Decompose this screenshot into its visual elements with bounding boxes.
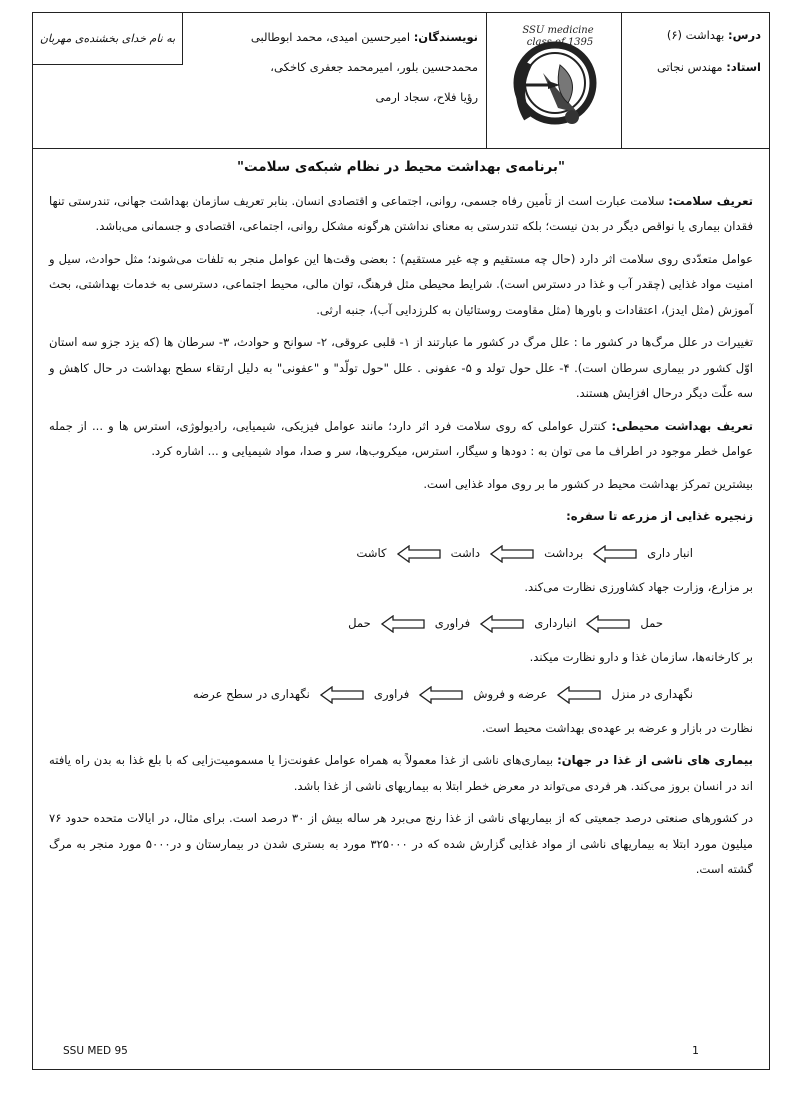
paragraph-death-causes: تغییرات در علل مرگ‌ها در کشور ما : علل مرگ در کشور ما عبارتند از ۱- قلبی عروقی، ۲- سوانح و حوادث، ۳- سرطان ها (که یزد جزو سه استان اوّل کشور در بیماری سرطان است). ۴- علل حول تولد و ۵- عفونی . علل "حول تولّد" و "عفونی" به دلیل ارتقاء سطح بهداشت در حال کاهش و سه علّت دیگر درحال افزایش هستند. xyxy=(49,335,754,400)
page-frame xyxy=(32,12,770,1070)
logo-text-2: class of 1395 xyxy=(526,37,594,48)
paragraph-health-definition xyxy=(49,189,753,240)
flow-step: برداشت xyxy=(544,545,584,560)
basmala: به نام خدای بخشنده‌ی مهربان xyxy=(33,13,183,65)
flow-step: حمل xyxy=(348,616,371,631)
arrow-left-icon xyxy=(397,545,441,563)
page-title: "برنامه‌ی بهداشت محیط در نظام شبکه‌ی سلامت" xyxy=(236,159,566,175)
paragraph-statistics: در کشورهای صنعتی درصد جمعیتی که از بیماریهای ناشی از غذا رنج می‌برد هر ساله بیش از ۳۰ درصد است. برای مثال، در ایالات متحده حدود ۷۶ میلیون مورد ابتلا به بیماریهای ناشی از مواد غذایی گزارش شده که در ۳۲۵۰۰۰ مورد به بستری شدن در بیمارستان و در۵۰۰۰ مورد منجر به مرگ گشته است. xyxy=(49,811,754,876)
flow-farm xyxy=(49,537,753,571)
arrow-left-icon xyxy=(381,615,425,633)
course-value: بهداشت (۶) xyxy=(666,28,725,42)
teacher-value: مهندس نجاتی xyxy=(657,59,723,74)
flow-step: کاشت xyxy=(356,545,387,560)
paragraph-food-focus: بیشترین تمرکز بهداشت محیط در کشور ما بر روی مواد غذایی است. xyxy=(423,476,753,491)
arrow-left-icon xyxy=(419,686,463,704)
arrow-left-icon xyxy=(480,615,524,633)
health-definition-text: سلامت عبارت است از تأمین رفاه جسمی، روانی، اجتماعی و اقتصادی انسان. بنابر تعریف سازمان بهداشت جهانی، تندرستی تنها فقدان بیماری یا نواقص دیگر در بدن نیست؛ بلکه تندرستی به معنای نداشتن هرگونه مشکل روانی، اجتماعی، اقتصادی و جسمانی می‌باشد. xyxy=(49,193,753,233)
flow-step: حمل xyxy=(640,616,663,631)
content xyxy=(49,155,753,890)
flow-step: نگهداری در سطح عرضه xyxy=(193,686,310,701)
paragraph-foodborne xyxy=(49,748,753,799)
course-cell xyxy=(621,13,769,148)
arrow-left-icon xyxy=(557,686,601,704)
flow-step: فراوری xyxy=(434,616,471,631)
paragraph-env-health xyxy=(49,414,753,465)
flow-step: انبار داری xyxy=(647,545,693,560)
authors-line2: محمدحسین بلور، امیرمحمد جعفری کاخکی، xyxy=(270,59,478,74)
flow-step: نگهداری در منزل xyxy=(611,686,693,701)
flow-step: فراوری xyxy=(373,686,410,701)
authors-cell xyxy=(183,13,486,148)
logo-text-1: SSU medicine xyxy=(522,25,594,36)
foodborne-text: بیماری‌های ناشی از غذا معمولاً به همراه عوامل عفونت‌زا یا مسمومیت‌زایی که با بلع غذا به بدن راه یافته اند در انسان بروز می‌کند. هر فردی می‌تواند در معرض خطر ابتلا به بیماریهای ناشی از غذا باشد. xyxy=(49,753,753,793)
arrow-left-icon xyxy=(586,615,630,633)
foodborne-lead: بیماری های ناشی از غذا در جهان: xyxy=(557,753,754,767)
flow-step: انبارداری xyxy=(534,616,577,631)
flow-step: داشت xyxy=(450,545,481,560)
note-market: نظارت در بازار و عرضه بر عهده‌ی بهداشت محیط است. xyxy=(481,720,753,735)
paragraph-factors: عوامل متعدّدی روی سلامت اثر دارد (حال چه مستقیم و چه غیر مستقیم) : بعضی وقت‌ها این عوامل منجر به تلفات می‌شوند؛ مثل حوادث، سیل و امنیت مواد غذایی (چقدر آب و غذا در دسترس است). شرایط محیطی مثل فرهنگ، توان مالی، محیط اجتماعی، دسترسی به خدمات بهداشتی، بحث آموزش (مثل ایدز)، اعتقادات و باورها (مثل مقاومت روستائیان به کلرزدایی آب)، جنبه ارثی. xyxy=(49,251,753,317)
env-health-lead: تعریف بهداشت محیطی: xyxy=(611,418,753,433)
note-farm: بر مزارع، وزارت جهاد کشاورزی نظارت می‌کند. xyxy=(524,579,753,594)
page-number: 1 xyxy=(692,1044,699,1057)
food-chain-heading: زنجیره غذایی از مزرعه تا سفره: xyxy=(566,509,753,523)
footer-label: SSU MED 95 xyxy=(63,1045,128,1057)
arrow-left-icon xyxy=(320,686,364,704)
authors-line3: رؤیا فلاح، سجاد ارمی xyxy=(375,89,478,104)
teacher-label: استاد: xyxy=(726,59,761,74)
arrow-left-icon xyxy=(593,545,637,563)
flow-factory xyxy=(49,607,753,641)
course-label: درس: xyxy=(728,28,761,42)
flow-market xyxy=(49,678,753,712)
note-factory: بر کارخانه‌ها، سازمان غذا و دارو نظارت میکند. xyxy=(529,650,753,664)
flow-step: عرضه و فروش xyxy=(473,686,548,701)
env-health-text: کنترل عواملی که روی سلامت فرد اثر دارد؛ مانند عوامل فیزیکی، شیمیایی، رادیولوژی، استرس ها و ... از جمله عوامل خطر موجود در اطراف ما می توان به : دودها و سیگار، استرس، میکروب‌ها، سر و صدا، مواد شیمیایی و ... اشاره کرد. xyxy=(49,418,753,458)
stethoscope-logo-icon xyxy=(488,13,621,146)
header xyxy=(33,13,769,149)
authors-line1: امیرحسین امیدی، محمد ابوطالبی xyxy=(250,30,411,44)
health-definition-lead: تعریف سلامت: xyxy=(668,193,753,208)
arrow-left-icon xyxy=(490,545,534,563)
logo-cell xyxy=(486,13,621,148)
authors-label: نویسندگان: xyxy=(413,30,478,44)
